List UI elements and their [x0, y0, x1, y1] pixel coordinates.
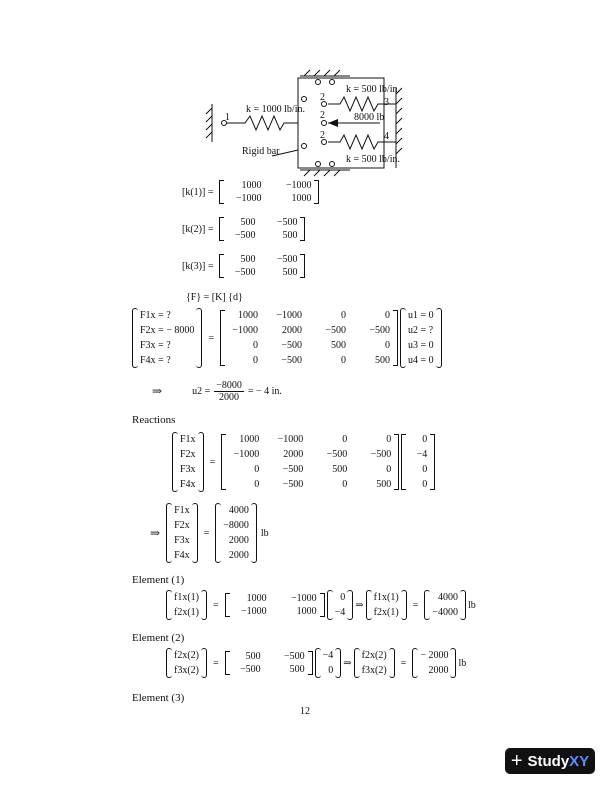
- reactions-system: F1x F2x F3x F4x = 1000 −1000 0 0 −1000 2000 −500 −500 0 −500 500 0 0 −500 0 500 0 −4 0 0: [172, 432, 435, 492]
- node-2-label-top: 2: [320, 92, 325, 103]
- k2-label: [k(2)] =: [182, 223, 214, 235]
- studyxy-logo[interactable]: + StudyXY: [505, 748, 595, 774]
- k1-label: [k(1)] =: [182, 186, 214, 198]
- k1-matrix-eq: [k(1)] = 1000 −1000 −1000 1000: [182, 180, 319, 204]
- element-3-heading: Element (3): [132, 692, 185, 704]
- k3-matrix-eq: [k(3)] = 500 −500 −500 500: [182, 254, 305, 278]
- reactions-result: ⇒ F1x F2x F3x F4x = 4000 −8000 2000 2000 lb: [150, 505, 269, 561]
- spring-2-label: k = 500 lb/in.: [346, 84, 400, 95]
- element-2-eq: f2x(2) f3x(2) = 500 −500 −500 500 −4 0 ⇒ f2x(2) f3x(2) = − 2000 2000 lb: [166, 648, 466, 678]
- node-1-label: 1: [225, 112, 230, 123]
- reactions-heading: Reactions: [132, 414, 176, 426]
- k3-label: [k(3)] =: [182, 260, 214, 272]
- global-system: F1x = ? F2x = − 8000 F3x = ? F4x = ? = 1000 −1000 0 0 −1000 2000 −500 −500 0 −500 500 0 0 −500 0 500 u1 = 0 u2 = ? u3 = 0 u4 = 0: [132, 308, 442, 368]
- rigid-bar-label: Rigid bar: [242, 146, 280, 157]
- spring-3-label: k = 500 lb/in.: [346, 154, 400, 165]
- element-1-heading: Element (1): [132, 574, 185, 586]
- element-2-heading: Element (2): [132, 632, 185, 644]
- plus-icon: +: [510, 750, 523, 772]
- node-2-label-mid: 2: [320, 110, 325, 121]
- displacement-vector: u1 = 0 u2 = ? u3 = 0 u4 = 0: [400, 308, 442, 368]
- force-vector: F1x = ? F2x = − 8000 F3x = ? F4x = ?: [132, 308, 202, 368]
- k2-matrix-eq: [k(2)] = 500 −500 −500 500: [182, 217, 305, 241]
- u2-solution: ⇒ u2 = $\frac{-8000}{2000}$ = − 4 in.: [152, 380, 282, 403]
- global-equation: {F} = [K] {d}: [186, 292, 243, 303]
- node-4-label: 4: [384, 131, 389, 142]
- element-1-eq: f1x(1) f2x(1) = 1000 −1000 −1000 1000 0 −4 ⇒ f1x(1) f2x(1) = 4000 −4000 lb: [166, 590, 476, 620]
- node-3-label: 3: [384, 97, 389, 108]
- node-2-label-bottom: 2: [320, 130, 325, 141]
- force-label: 8000 lb: [354, 112, 385, 123]
- page-number: 12: [300, 706, 310, 717]
- spring-1-label: k = 1000 lb/in.: [246, 104, 305, 115]
